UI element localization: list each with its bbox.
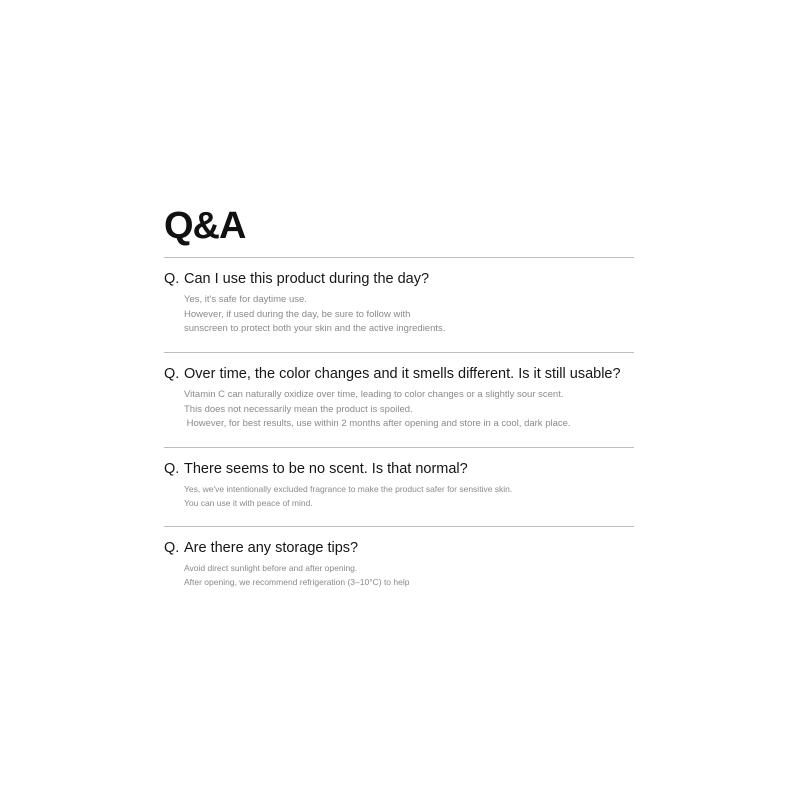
question-text: Can I use this product during the day?: [184, 271, 430, 287]
answer: [184, 483, 634, 510]
answer-line: Avoid direct sunlight before and after opening.: [184, 563, 358, 573]
answer-line: However, for best results, use within 2 months after opening and store in a cool, dark place.: [184, 418, 571, 429]
page-title: Q&A: [164, 205, 246, 247]
question-row: [164, 459, 468, 479]
question-text: Are there any storage tips?: [184, 540, 359, 556]
question-prefix: Q.: [164, 366, 180, 382]
question-prefix: Q.: [164, 540, 180, 556]
question-text: Over time, the color changes and it smells different. Is it still usable?: [184, 366, 621, 382]
question-row: [164, 364, 621, 384]
answer: [184, 293, 634, 337]
qa-item: [164, 526, 634, 607]
answer-line: Yes, it's safe for daytime use.: [184, 294, 307, 305]
answer: [184, 562, 634, 589]
qa-item: [164, 352, 634, 447]
answer-line: This does not necessarily mean the product is spoiled.: [184, 403, 413, 415]
question-row: [164, 269, 429, 289]
answer: [184, 388, 634, 432]
qa-item: [164, 257, 634, 352]
question-prefix: Q.: [164, 461, 180, 477]
answer-line: Yes, we've intentionally excluded fragrance to make the product safer for sensitive skin.: [184, 484, 513, 494]
qa-item: [164, 447, 634, 526]
answer-line: Vitamin C can naturally oxidize over time, leading to color changes or a slightly sour scent.: [184, 389, 564, 400]
question-row: [164, 538, 358, 558]
answer-line: You can use it with peace of mind.: [184, 497, 313, 508]
qa-section: [164, 203, 634, 607]
question-text: There seems to be no scent. Is that normal?: [184, 461, 468, 477]
answer-line: However, if used during the day, be sure to follow with: [184, 308, 411, 320]
answer-line: After opening, we recommend refrigeration (3–10°C) to help: [184, 576, 410, 587]
answer-line: sunscreen to protect both your skin and the active ingredients.: [184, 323, 446, 334]
question-prefix: Q.: [164, 271, 180, 287]
